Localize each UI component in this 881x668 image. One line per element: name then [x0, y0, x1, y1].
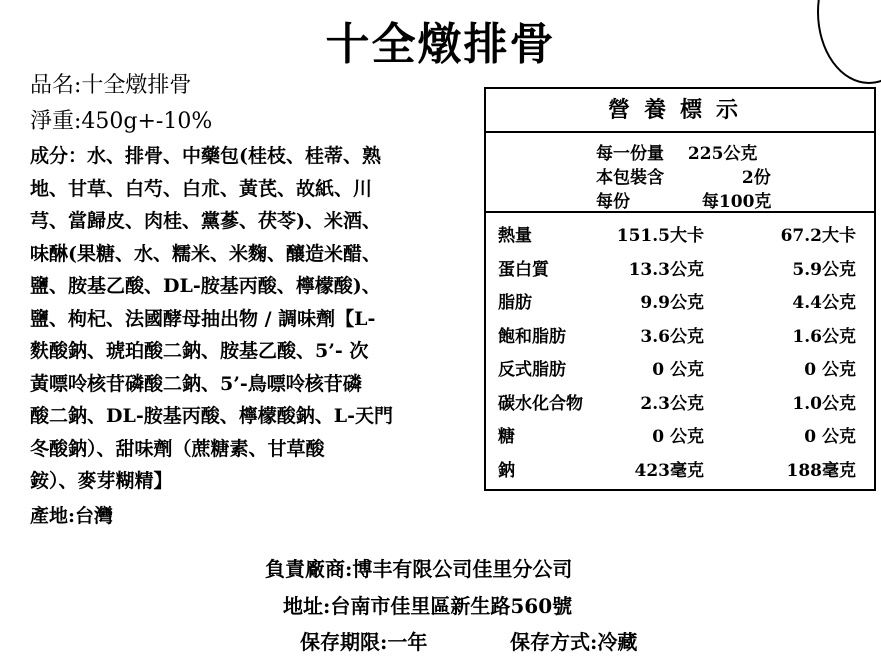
nutrient-row: [486, 215, 874, 249]
serving-value: 225公克: [687, 144, 758, 164]
per-100g-value: 4.4公克: [792, 293, 856, 313]
product-info: [30, 68, 480, 532]
nutrient-name: 反式脂肪: [498, 360, 566, 380]
nutrient-name: 蛋白質: [498, 259, 549, 280]
storage-method: 保存方式:冷藏: [510, 630, 638, 654]
servings-per-pack-row: [596, 163, 771, 188]
net-weight: 淨重:450g+-10%: [30, 109, 213, 134]
nutrient-name: 飽和脂肪: [498, 326, 566, 347]
ingredients-line: 成分：水、排骨、中藥包(桂枝、桂蒂、熟: [30, 145, 381, 167]
serving-label: 每一份量: [596, 144, 664, 164]
nutrient-row: [486, 349, 874, 383]
nutrient-name: 糖: [498, 427, 515, 447]
serving-value: 2份: [741, 168, 771, 188]
ingredients-line: 鹽、胺基乙酸、DL-胺基丙酸、檸檬酸)、: [30, 275, 381, 297]
ingredients-line: 冬酸鈉）、甜味劑（蔗糖素、甘草酸: [30, 437, 325, 460]
ingredients-line: 麩酸鈉、琥珀酸二鈉、胺基乙酸、5’- 次: [30, 340, 369, 362]
nutrient-row: [486, 316, 874, 350]
per-serving-value: 9.9公克: [640, 293, 704, 313]
per-serving-value: 151.5大卡: [616, 226, 704, 246]
origin: 產地:台灣: [30, 504, 114, 527]
per-100g-value: 1.6公克: [792, 326, 856, 347]
serving-label: 本包裝含: [596, 168, 664, 188]
serving-value: 每100克: [701, 192, 772, 212]
ingredients-line: 銨）、麥芽糊精】: [30, 470, 173, 492]
ingredients-line: 芎、當歸皮、肉桂、黨蔘、茯苓)、米酒、: [30, 210, 381, 232]
per-100g-value: 1.0公克: [792, 393, 856, 414]
nutrient-row: [486, 282, 874, 316]
per-serving-value: 13.3公克: [628, 259, 704, 280]
ingredients-line: 味醂(果糖、水、糯米、米麴、釀造米醋、: [30, 242, 381, 265]
serving-label: 每份: [596, 192, 630, 212]
per-100g-value: 0 公克: [804, 427, 856, 447]
nutrient-name: 熱量: [498, 226, 532, 246]
nutrient-row: [486, 416, 874, 450]
product-title: 十全燉排骨: [325, 19, 556, 70]
ingredients-line: 酸二鈉、DL-胺基丙酸、檸檬酸鈉、L-天門: [30, 405, 393, 427]
nutrient-row: [486, 249, 874, 283]
nutrient-name: 鈉: [498, 460, 515, 481]
nutrient-rows: [486, 215, 874, 483]
serving-size-row: [596, 139, 757, 164]
per-serving-value: 0 公克: [652, 427, 704, 447]
nutrient-name: 碳水化合物: [498, 393, 583, 414]
manufacturer: 負責廠商:博丰有限公司佳里分公司: [265, 557, 573, 581]
per-serving-value: 2.3公克: [640, 393, 704, 414]
nutrient-name: 脂肪: [498, 293, 532, 313]
product-name: 品名:十全燉排骨: [30, 73, 192, 98]
per-100g-value: 0 公克: [804, 360, 856, 380]
ingredients-line: 黃嘌呤核苷磷酸二鈉、5’-鳥嘌呤核苷磷: [30, 372, 362, 395]
shelf-life: 保存期限:一年: [300, 630, 428, 654]
ingredients-line: 鹽、枸杞、法國酵母抽出物 / 調味劑【L-: [30, 307, 376, 330]
per-serving-value: 0 公克: [652, 360, 704, 380]
nutrition-table: [484, 87, 876, 491]
per-serving-row: [596, 187, 771, 212]
ingredients-line: 地、甘草、白芍、白朮、黃芪、故紙、川: [30, 177, 373, 200]
address: 地址:台南市佳里區新生路560號: [283, 594, 573, 618]
per-100g-value: 5.9公克: [792, 259, 856, 280]
per-serving-value: 423毫克: [634, 460, 704, 481]
per-100g-value: 188毫克: [786, 460, 856, 481]
serving-info: [486, 133, 874, 213]
per-serving-value: 3.6公克: [640, 326, 704, 347]
nutrition-header: 營養標示: [486, 89, 874, 133]
ingredients: [30, 140, 480, 498]
per-100g-value: 67.2大卡: [780, 226, 856, 246]
nutrient-row: [486, 450, 874, 484]
nutrient-row: [486, 383, 874, 417]
